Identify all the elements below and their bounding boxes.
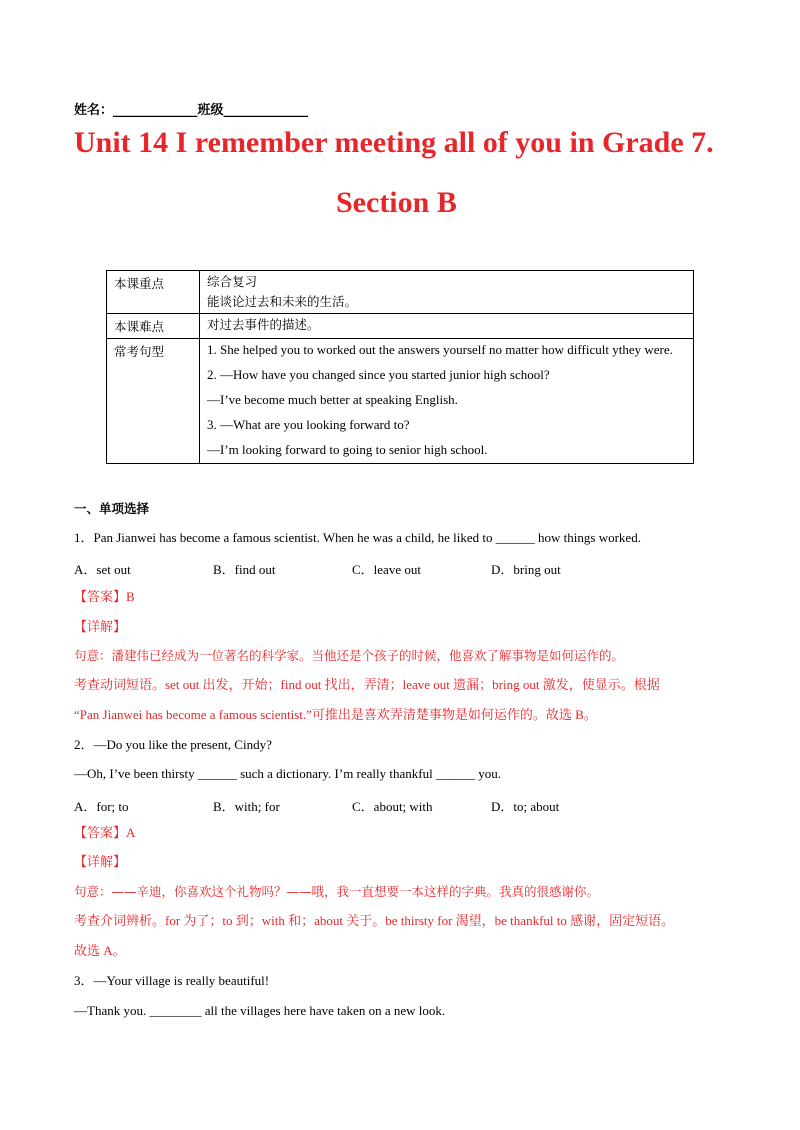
name-class-line: 姓名：_____________班级_____________ [74,103,309,118]
table-row [107,271,694,314]
row-key: 本课重点 [107,271,200,314]
row-line: 对过去事件的描述。 [207,317,320,332]
detail-label: 【详解】 [74,619,127,634]
section-heading: 一、单项选择 [74,501,150,516]
option-b: B．with; for [213,799,280,814]
row-value [200,271,694,314]
option-d: D．to; about [491,799,560,814]
detail-label: 【详解】 [74,854,127,869]
explanation-line: 考查介词辨析。for 为了；to 到；with 和；about 关于。be thirsty for 渴望，be thankful to 感谢，固定短语。 [74,913,675,928]
row-value [200,314,694,339]
row-key: 本课难点 [107,314,200,339]
row-line: —I’ve become much better at speaking English. [207,392,458,407]
option-c: C．about; with [352,799,433,814]
row-line: 2. —How have you changed since you started junior high school? [207,367,550,382]
explanation-line: 句意：潘建伟已经成为一位著名的科学家。当他还是个孩子的时候，他喜欢了解事物是如何运作的。 [74,648,625,663]
row-key: 常考句型 [107,339,200,464]
question-stem: —Thank you. ________ all the villages here have taken on a new look. [74,1003,446,1018]
row-line: 3. —What are you looking forward to? [207,417,410,432]
row-line: —I’m looking forward to going to senior high school. [207,442,488,457]
question-stem: 3．—Your village is really beautiful! [74,973,270,988]
option-b: B．find out [213,562,276,577]
answer-label: 【答案】A [74,825,136,840]
key-points-table [106,270,694,464]
table-row [107,314,694,339]
explanation-line: 考查动词短语。set out 出发，开始；find out 找出，弄清；leave out 遗漏；bring out 激发，使显示。根据 [74,677,660,692]
table-row [107,339,694,464]
unit-title: Unit 14 I remember meeting all of you in Grade 7. [74,126,714,159]
question-stem: 2．—Do you like the present, Cindy? [74,737,272,752]
explanation-line: “Pan Jianwei has become a famous scientist.”可推出是喜欢弄清楚事物是如何运作的。故选 B。 [74,707,597,722]
explanation-line: 句意：——辛迪，你喜欢这个礼物吗？——哦，我一直想要一本这样的字典。我真的很感谢你。 [74,884,600,899]
question-stem: —Oh, I’ve been thirsty ______ such a dictionary. I’m really thankful ______ you. [74,766,501,781]
question-stem: 1．Pan Jianwei has become a famous scientist. When he was a child, he liked to ______ how things worked. [74,530,641,545]
row-value [200,339,694,464]
answer-label: 【答案】B [74,589,135,604]
option-a: A．for; to [74,799,129,814]
row-line: 综合复习 [207,274,258,289]
row-line: 1. She helped you to worked out the answers yourself no matter how difficult ythey were. [207,342,673,357]
row-line: 能谈论过去和未来的生活。 [207,294,358,309]
option-c: C．leave out [352,562,421,577]
section-title: Section B [336,186,457,219]
explanation-line: 故选 A。 [74,943,126,958]
option-d: D．bring out [491,562,561,577]
option-a: A．set out [74,562,131,577]
